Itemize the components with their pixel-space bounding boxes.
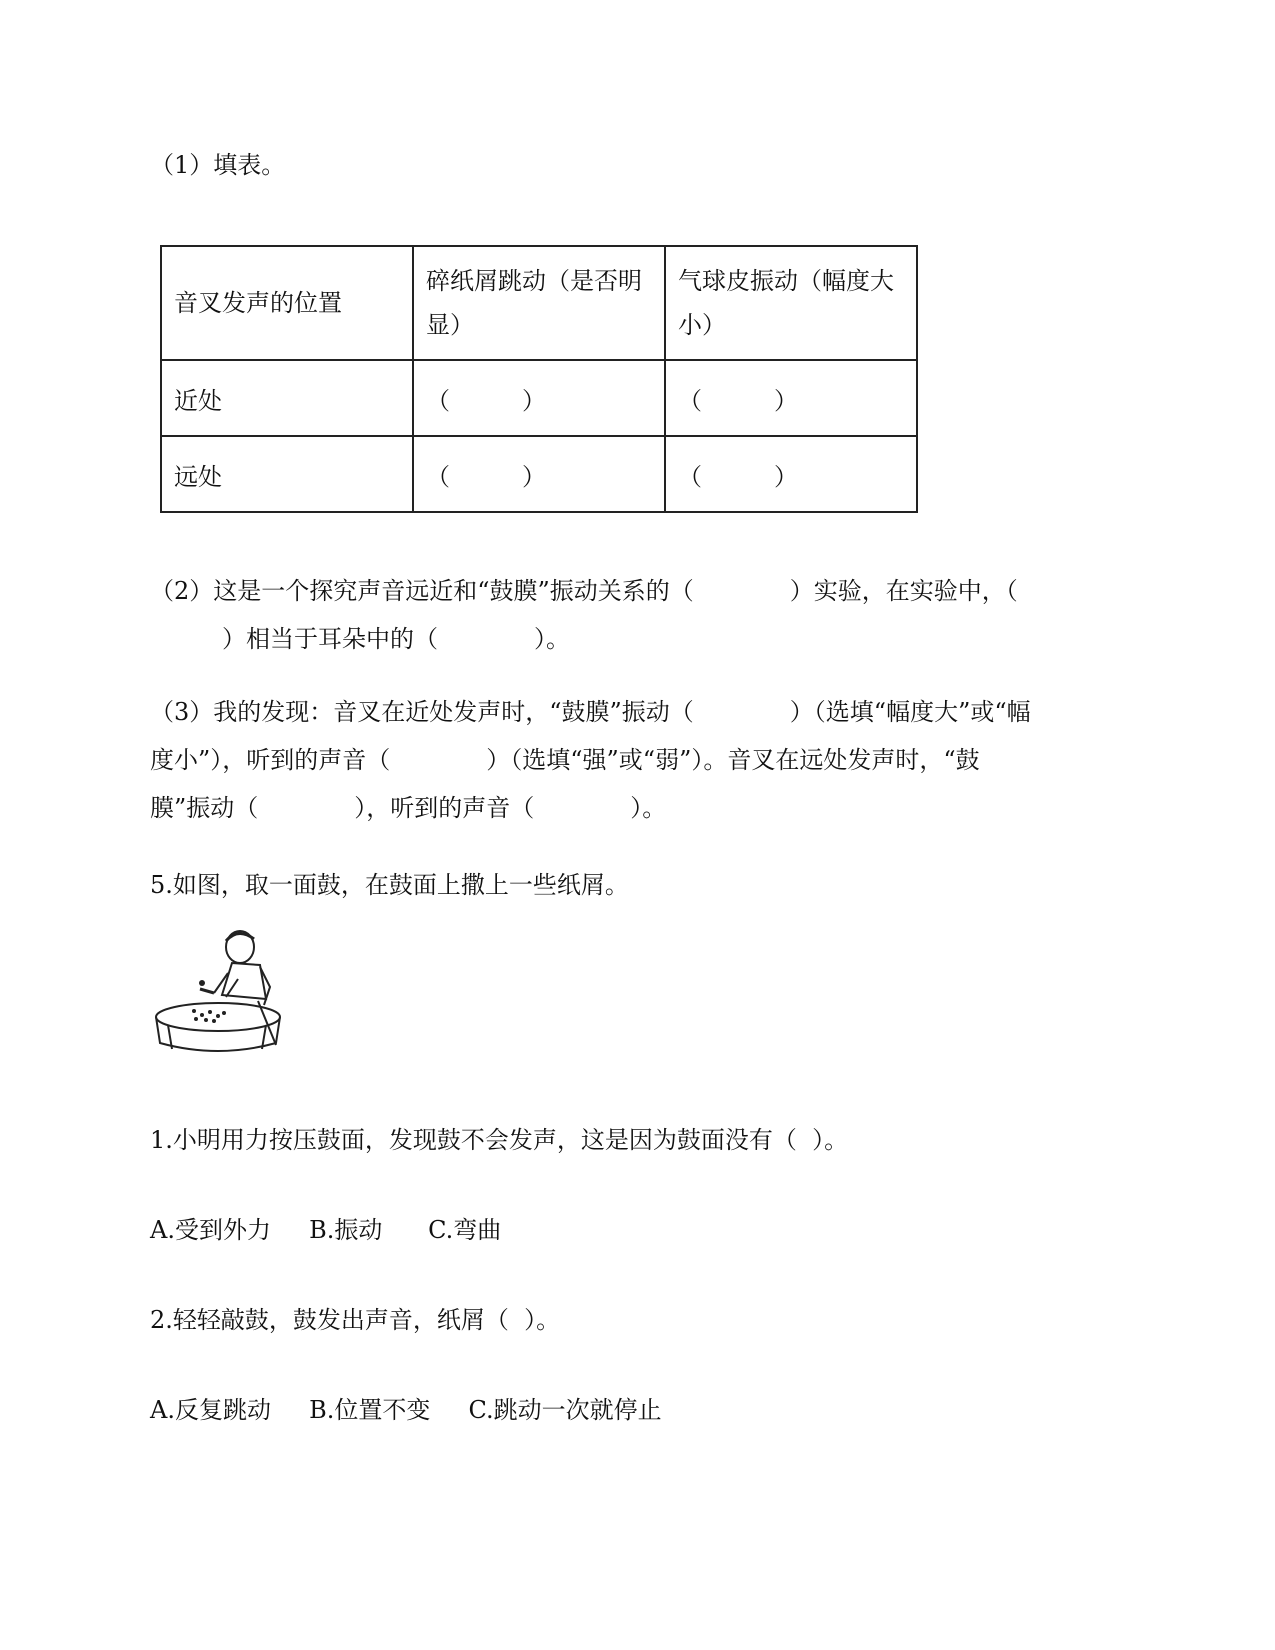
table-header-row [161, 246, 917, 360]
boy-playing-drum-illustration [148, 925, 298, 1055]
part3-line3: 膜”振动（ ），听到的声音（ ）。 [150, 794, 667, 822]
part1-label: （1）填表。 [150, 151, 286, 179]
row-position-far: 远处 [161, 436, 413, 512]
option-a: A.受到外力 [150, 1216, 271, 1244]
option-b: B.振动 [309, 1216, 383, 1244]
part3-line1: （3）我的发现：音叉在近处发声时，“鼓膜”振动（ ）（选填“幅度大”或“幅 [150, 698, 1031, 726]
question5-title: 5.如图，取一面鼓，在鼓面上撒上一些纸屑。 [150, 871, 629, 899]
blank-paper-far: （ ） [413, 436, 665, 512]
part2-line1: （2）这是一个探究声音远近和“鼓膜”振动关系的（ ）实验，在实验中，（ [150, 577, 1018, 605]
sub-question-2: 2.轻轻敲鼓，鼓发出声音，纸屑（ ）。 [150, 1306, 561, 1334]
drum-figure-icon [148, 925, 298, 1055]
option-c: C.跳动一次就停止 [468, 1396, 662, 1424]
option-b: B.位置不变 [309, 1396, 431, 1424]
blank-balloon-far: （ ） [665, 436, 917, 512]
table-row [161, 360, 917, 436]
blank-balloon-near: （ ） [665, 360, 917, 436]
blank-paper-near: （ ） [413, 360, 665, 436]
option-c: C.弯曲 [428, 1216, 502, 1244]
table-row [161, 436, 917, 512]
header-paper-jump: 碎纸屑跳动（是否明显） [413, 246, 665, 360]
header-balloon-vibration: 气球皮振动（幅度大小） [665, 246, 917, 360]
sub-question-1-options [150, 1215, 501, 1245]
sub-question-1: 1.小明用力按压鼓面，发现鼓不会发声，这是因为鼓面没有（ ）。 [150, 1126, 849, 1154]
row-position-near: 近处 [161, 360, 413, 436]
sub-question-2-options [150, 1395, 662, 1425]
option-a: A.反复跳动 [150, 1396, 271, 1424]
part3-line2: 度小”），听到的声音（ ）（选填“强”或“弱”）。音叉在远处发声时，“鼓 [150, 746, 980, 774]
experiment-table [160, 245, 918, 513]
part2-line2: ）相当于耳朵中的（ ）。 [150, 625, 570, 653]
header-position: 音叉发声的位置 [161, 246, 413, 360]
